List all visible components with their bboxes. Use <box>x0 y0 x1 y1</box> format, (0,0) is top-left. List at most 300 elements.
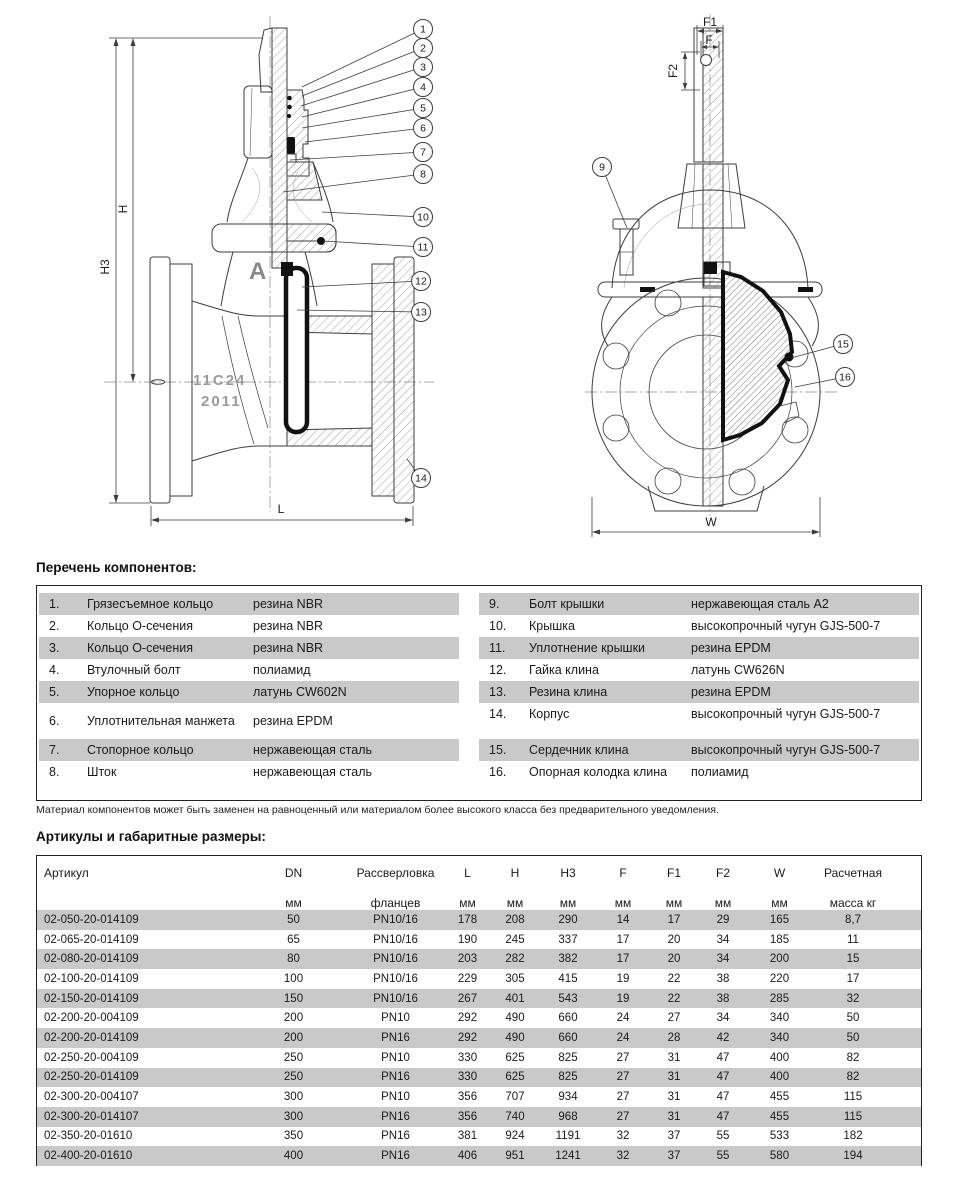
component-name: Упорное кольцо <box>87 684 180 699</box>
dimension-value: 47 <box>716 1051 730 1064</box>
article-number: 02-080-20-014109 <box>44 953 139 966</box>
dimension-value: PN16 <box>381 1150 410 1163</box>
dimension-value: 55 <box>716 1130 730 1143</box>
dimension-value: 356 <box>457 1110 478 1123</box>
callout-number-2: 2 <box>420 42 426 55</box>
callout-leader-2 <box>302 48 423 96</box>
article-row <box>37 969 921 989</box>
dimension-value: 292 <box>457 1012 478 1025</box>
dimension-value: 455 <box>769 1110 790 1123</box>
dimension-value: 968 <box>558 1110 578 1123</box>
column-header <box>650 866 698 910</box>
component-row <box>479 761 919 783</box>
article-number: 02-150-20-014109 <box>44 992 139 1005</box>
dimension-value: 543 <box>558 992 578 1005</box>
cast-marking-line1: 11C24 <box>193 372 247 389</box>
dimension-value: 250 <box>283 1071 304 1084</box>
dim-label-F1: F1 <box>702 15 718 29</box>
column-header-label: H <box>510 866 520 880</box>
dimension-value: 382 <box>558 953 578 966</box>
dimension-value: 305 <box>505 972 525 985</box>
component-name: Стопорное кольцо <box>87 742 194 757</box>
dimension-value: 24 <box>616 1031 630 1044</box>
component-material: высокопрочный чугун GJS-500-7 <box>691 618 881 633</box>
component-row <box>39 681 459 703</box>
dimension-value: 32 <box>616 1150 630 1163</box>
component-number: 1. <box>49 596 60 611</box>
dimension-value: 115 <box>843 1091 863 1104</box>
component-material: резина NBR <box>253 618 324 633</box>
component-material: резина EPDM <box>691 684 771 699</box>
dimension-value: 19 <box>616 972 630 985</box>
dimension-value: 115 <box>843 1110 863 1123</box>
component-material: нержавеющая сталь A2 <box>691 596 829 611</box>
callout-number-10: 10 <box>417 211 429 224</box>
dimension-value: 11 <box>847 933 859 946</box>
dimension-value: 27 <box>616 1091 630 1104</box>
dimension-value: 82 <box>846 1051 860 1064</box>
dimension-value: 825 <box>558 1071 578 1084</box>
dimension-value: 300 <box>283 1091 304 1104</box>
dimension-value: PN10/16 <box>373 933 418 946</box>
component-row <box>479 593 919 615</box>
dimension-value: 924 <box>505 1130 525 1143</box>
component-number: 15. <box>489 742 507 757</box>
article-row <box>37 930 921 950</box>
articles-table-body <box>37 910 921 1166</box>
column-header-label: Артикул <box>44 866 89 880</box>
component-row <box>479 615 919 637</box>
dimension-value: 740 <box>505 1110 525 1123</box>
component-name: Шток <box>87 764 117 779</box>
dimension-value: 27 <box>616 1071 630 1084</box>
component-number: 2. <box>49 618 60 633</box>
component-name: Грязесъемное кольцо <box>87 596 214 611</box>
dimension-value: 34 <box>716 933 730 946</box>
article-number: 02-250-20-014109 <box>44 1071 139 1084</box>
dimension-value: 27 <box>616 1051 630 1064</box>
component-row <box>479 659 919 681</box>
article-row <box>37 1008 921 1028</box>
component-number: 14. <box>489 706 507 721</box>
component-number: 10. <box>489 618 507 633</box>
dimension-value: 533 <box>769 1130 790 1143</box>
callout-number-7: 7 <box>420 146 426 159</box>
component-name: Сердечник клина <box>529 742 629 757</box>
column-header-unit: мм <box>714 896 732 910</box>
dimension-value: 200 <box>769 953 790 966</box>
dimension-value: PN10/16 <box>373 992 418 1005</box>
column-header <box>490 866 540 910</box>
components-table <box>36 585 922 801</box>
dimension-value: 24 <box>616 1012 630 1025</box>
column-header-label: F <box>619 866 627 880</box>
dimension-value: 625 <box>505 1071 525 1084</box>
component-row <box>479 739 919 761</box>
dimension-value: 660 <box>558 1031 578 1044</box>
component-row <box>39 615 459 637</box>
callout-leader-12 <box>302 281 421 287</box>
dimension-value: PN16 <box>381 1110 410 1123</box>
dimension-value: 330 <box>457 1071 478 1084</box>
column-header-unit: мм <box>459 896 476 910</box>
component-name: Корпус <box>529 706 570 721</box>
callout-leader-4 <box>302 87 423 117</box>
dimension-value: 29 <box>716 913 730 926</box>
dimension-value: 47 <box>716 1091 730 1104</box>
column-header <box>445 866 490 910</box>
component-number: 8. <box>49 764 60 779</box>
column-header-label: F1 <box>666 866 681 880</box>
dim-label-H3: H3 <box>98 259 112 275</box>
dimension-value: 15 <box>846 953 860 966</box>
component-row <box>39 593 459 615</box>
article-number: 02-300-20-014107 <box>44 1110 139 1123</box>
component-number: 13. <box>489 684 507 699</box>
column-header-unit: мм <box>559 896 577 910</box>
component-material: резина EPDM <box>253 713 333 728</box>
dimension-value: 285 <box>769 992 790 1005</box>
dimension-value: 37 <box>667 1150 681 1163</box>
dimension-value: 250 <box>283 1051 304 1064</box>
column-header <box>241 866 346 910</box>
component-material: латунь CW626N <box>691 662 785 677</box>
dimension-value: 42 <box>716 1031 730 1044</box>
component-row <box>39 761 459 783</box>
component-row <box>479 637 919 659</box>
column-header-label: F2 <box>715 866 730 880</box>
article-number: 02-350-20-01610 <box>44 1130 133 1143</box>
column-header-label: DN <box>284 866 303 880</box>
article-row <box>37 910 921 930</box>
dimension-value: 340 <box>769 1012 790 1025</box>
dim-label-F2: F2 <box>666 63 680 79</box>
dimension-value: 185 <box>769 933 790 946</box>
column-header-label: Расчетная <box>824 866 882 880</box>
component-material: латунь CW602N <box>253 684 347 699</box>
dimension-value: 200 <box>283 1031 304 1044</box>
component-name: Резина клина <box>529 684 608 699</box>
dim-label-F: F <box>705 33 713 47</box>
dimension-value: 267 <box>457 992 478 1005</box>
component-row <box>39 637 459 659</box>
dimension-value: 34 <box>716 953 730 966</box>
dimension-value: 282 <box>505 953 525 966</box>
dimension-value: 340 <box>769 1031 790 1044</box>
callout-leader-6 <box>305 128 423 142</box>
component-number: 12. <box>489 662 507 677</box>
column-header <box>748 866 811 910</box>
callout-number-1: 1 <box>420 23 426 36</box>
component-number: 16. <box>489 764 507 779</box>
column-header-label: L <box>464 866 471 880</box>
dimension-value: 20 <box>667 933 681 946</box>
component-name: Уплотнительная манжета <box>87 713 235 728</box>
callout-number-16: 16 <box>839 371 851 384</box>
component-material: нержавеющая сталь <box>253 764 373 779</box>
column-header <box>346 866 445 910</box>
dimension-value: 65 <box>287 933 300 946</box>
dimension-value: 17 <box>616 953 630 966</box>
callout-number-6: 6 <box>420 122 426 135</box>
callout-leader-10 <box>322 212 423 217</box>
dimension-value: 400 <box>769 1071 790 1084</box>
dimension-value: 400 <box>283 1150 304 1163</box>
dimension-value: 165 <box>769 913 790 926</box>
dimension-value: 220 <box>769 972 790 985</box>
component-number: 9. <box>489 596 500 611</box>
dimension-value: 28 <box>667 1031 681 1044</box>
dimension-value: 707 <box>505 1091 525 1104</box>
dimension-value: PN10/16 <box>373 913 418 926</box>
dimension-value: 401 <box>505 992 525 1005</box>
dimension-value: 406 <box>457 1150 478 1163</box>
dimension-value: 200 <box>283 1012 304 1025</box>
dimension-value: PN16 <box>381 1031 410 1044</box>
dimension-value: PN10/16 <box>373 972 418 985</box>
dimension-value: 17 <box>667 913 681 926</box>
dimension-value: 290 <box>558 913 578 926</box>
article-row <box>37 949 921 969</box>
dimension-value: 8,7 <box>845 913 861 926</box>
components-column-right <box>479 593 919 783</box>
articles-title: Артикулы и габаритные размеры: <box>36 829 266 844</box>
articles-table <box>36 855 922 1166</box>
component-number: 5. <box>49 684 60 699</box>
dimension-value: 150 <box>283 992 304 1005</box>
dimension-value: PN10/16 <box>373 953 418 966</box>
component-name: Кольцо О-сечения <box>87 618 193 633</box>
column-header-label: H3 <box>560 866 576 880</box>
component-name: Крышка <box>529 618 575 633</box>
dimension-value: PN16 <box>381 1130 410 1143</box>
callout-number-14: 14 <box>415 472 427 485</box>
callout-number-5: 5 <box>420 102 426 115</box>
component-material: полиамид <box>253 662 311 677</box>
dimension-value: 356 <box>457 1091 478 1104</box>
dimension-value: 100 <box>283 972 304 985</box>
article-row <box>37 1048 921 1068</box>
component-material: резина NBR <box>253 596 324 611</box>
callout-leader-7 <box>290 152 423 160</box>
dimension-value: PN10 <box>381 1012 410 1025</box>
article-row <box>37 1127 921 1147</box>
component-name: Кольцо О-сечения <box>87 640 193 655</box>
dimension-value: 32 <box>846 992 860 1005</box>
component-name: Опорная колодка клина <box>529 764 668 779</box>
column-header-unit: мм <box>285 896 302 910</box>
dimension-value: 400 <box>769 1051 790 1064</box>
component-material: резина EPDM <box>691 640 771 655</box>
article-number: 02-200-20-014109 <box>44 1031 139 1044</box>
dimension-value: 31 <box>667 1110 681 1123</box>
article-number: 02-400-20-01610 <box>44 1150 133 1163</box>
dimension-value: PN10 <box>381 1051 410 1064</box>
dimension-value: 50 <box>846 1031 860 1044</box>
callout-leader-1 <box>302 29 423 87</box>
column-header-label: W <box>773 866 786 880</box>
column-header-unit: масса кг <box>829 896 877 910</box>
article-row <box>37 1068 921 1088</box>
dimension-value: 934 <box>558 1091 578 1104</box>
dimension-value: 330 <box>457 1051 478 1064</box>
components-row-gap <box>479 725 919 739</box>
dimension-value: 47 <box>716 1110 730 1123</box>
articles-table-header <box>37 856 921 910</box>
dimension-value: 229 <box>457 972 478 985</box>
dimension-value: 490 <box>505 1031 525 1044</box>
dimension-value: 47 <box>716 1071 730 1084</box>
dimension-value: 825 <box>558 1051 578 1064</box>
dimension-value: 455 <box>769 1091 790 1104</box>
dimension-value: 27 <box>616 1110 630 1123</box>
dimension-value: 203 <box>457 953 478 966</box>
dimension-value: 1191 <box>555 1130 581 1143</box>
column-header-unit: фланцев <box>370 896 421 910</box>
article-row <box>37 989 921 1009</box>
component-name: Втулочный болт <box>87 662 181 677</box>
dim-label-H: H <box>116 204 130 214</box>
dimension-value: 245 <box>505 933 525 946</box>
components-title: Перечень компонентов: <box>36 560 197 575</box>
dimension-value: 80 <box>287 953 300 966</box>
component-material: высокопрочный чугун GJS-500-7 <box>691 742 881 757</box>
callout-leader-13 <box>297 310 421 312</box>
dimension-value: 31 <box>667 1091 681 1104</box>
dimension-value: 14 <box>616 913 630 926</box>
article-number: 02-065-20-014109 <box>44 933 139 946</box>
column-header <box>811 866 921 910</box>
component-number: 7. <box>49 742 60 757</box>
dimension-value: 22 <box>667 992 681 1005</box>
column-header-label: Рассверловка <box>356 866 435 880</box>
dimension-value: 300 <box>283 1110 304 1123</box>
dimension-value: 625 <box>505 1051 525 1064</box>
dimension-value: 27 <box>667 1012 681 1025</box>
dimension-value: 38 <box>716 972 730 985</box>
article-number: 02-050-20-014109 <box>44 913 139 926</box>
article-row <box>37 1146 921 1166</box>
materials-note: Материал компонентов может быть заменен на равноценный или материалом более высокого класса без предварительного уведомления. <box>36 804 719 816</box>
column-header-unit: мм <box>665 896 683 910</box>
drawing-annotations <box>0 0 960 552</box>
callout-number-4: 4 <box>420 81 426 94</box>
article-row <box>37 1087 921 1107</box>
article-number: 02-100-20-014109 <box>44 972 139 985</box>
dim-label-L: L <box>277 502 285 516</box>
dimension-value: 55 <box>716 1150 730 1163</box>
dimension-value: 381 <box>457 1130 478 1143</box>
manufacturer-logo-letter: A <box>249 258 267 285</box>
article-number: 02-200-20-004109 <box>44 1012 139 1025</box>
dimension-value: 190 <box>457 933 478 946</box>
dim-label-W: W <box>705 515 717 529</box>
component-row <box>479 703 919 725</box>
column-header-unit: мм <box>771 896 788 910</box>
column-header <box>540 866 596 910</box>
component-material: резина NBR <box>253 640 324 655</box>
dimension-value: 38 <box>716 992 730 1005</box>
component-name: Уплотнение крышки <box>529 640 646 655</box>
callout-number-9: 9 <box>599 161 605 174</box>
dimension-value: 182 <box>843 1130 863 1143</box>
component-row <box>39 703 459 739</box>
component-name: Болт крышки <box>529 596 605 611</box>
component-number: 6. <box>49 713 60 728</box>
dimension-value: 34 <box>716 1012 730 1025</box>
column-header <box>596 866 650 910</box>
callout-number-3: 3 <box>420 61 426 74</box>
dimension-value: 17 <box>846 972 860 985</box>
callout-leader-5 <box>302 108 423 128</box>
dimension-value: 415 <box>558 972 578 985</box>
component-number: 11. <box>489 640 506 655</box>
callout-number-8: 8 <box>420 168 426 181</box>
component-material: полиамид <box>691 764 749 779</box>
callout-leader-8 <box>283 174 423 192</box>
column-header-unit: мм <box>614 896 632 910</box>
component-material: нержавеющая сталь <box>253 742 373 757</box>
component-material: высокопрочный чугун GJS-500-7 <box>691 706 881 721</box>
dimension-value: 292 <box>457 1031 478 1044</box>
component-number: 3. <box>49 640 60 655</box>
dimension-value: 208 <box>505 913 525 926</box>
components-column-left <box>39 593 459 783</box>
technical-drawings <box>0 0 960 552</box>
callout-number-13: 13 <box>415 306 427 319</box>
component-number: 4. <box>49 662 60 677</box>
dimension-value: 951 <box>505 1150 525 1163</box>
dimension-value: 31 <box>667 1071 681 1084</box>
column-header-unit: мм <box>506 896 524 910</box>
article-number: 02-250-20-004109 <box>44 1051 139 1064</box>
column-header <box>37 866 241 910</box>
dimension-value: PN10 <box>381 1091 410 1104</box>
dimension-value: 19 <box>616 992 630 1005</box>
article-row <box>37 1107 921 1127</box>
component-row <box>39 739 459 761</box>
dimension-value: 194 <box>843 1150 863 1163</box>
dimension-value: 337 <box>558 933 578 946</box>
dimension-value: 37 <box>667 1130 681 1143</box>
dimension-value: 17 <box>616 933 630 946</box>
dimension-value: 178 <box>457 913 478 926</box>
dimension-value: 32 <box>616 1130 630 1143</box>
component-name: Гайка клина <box>529 662 599 677</box>
dimension-value: 50 <box>846 1012 860 1025</box>
callout-number-11: 11 <box>417 241 429 254</box>
callout-leader-3 <box>301 67 423 106</box>
dimension-value: 22 <box>667 972 681 985</box>
dimension-value: 20 <box>667 953 681 966</box>
component-row <box>39 659 459 681</box>
dimension-value: 350 <box>283 1130 304 1143</box>
callout-number-15: 15 <box>837 338 849 351</box>
dimension-value: 31 <box>667 1051 681 1064</box>
callout-leader-11 <box>323 241 423 247</box>
article-row <box>37 1028 921 1048</box>
dimension-value: 50 <box>287 913 300 926</box>
callout-number-12: 12 <box>415 275 427 288</box>
dimension-value: 490 <box>505 1012 525 1025</box>
dimension-value: 580 <box>769 1150 790 1163</box>
dimension-value: 82 <box>846 1071 860 1084</box>
dimension-value: PN16 <box>381 1071 410 1084</box>
column-header <box>698 866 748 910</box>
component-row <box>479 681 919 703</box>
dimension-value: 660 <box>558 1012 578 1025</box>
cast-marking-line2: 2011 <box>201 393 242 410</box>
